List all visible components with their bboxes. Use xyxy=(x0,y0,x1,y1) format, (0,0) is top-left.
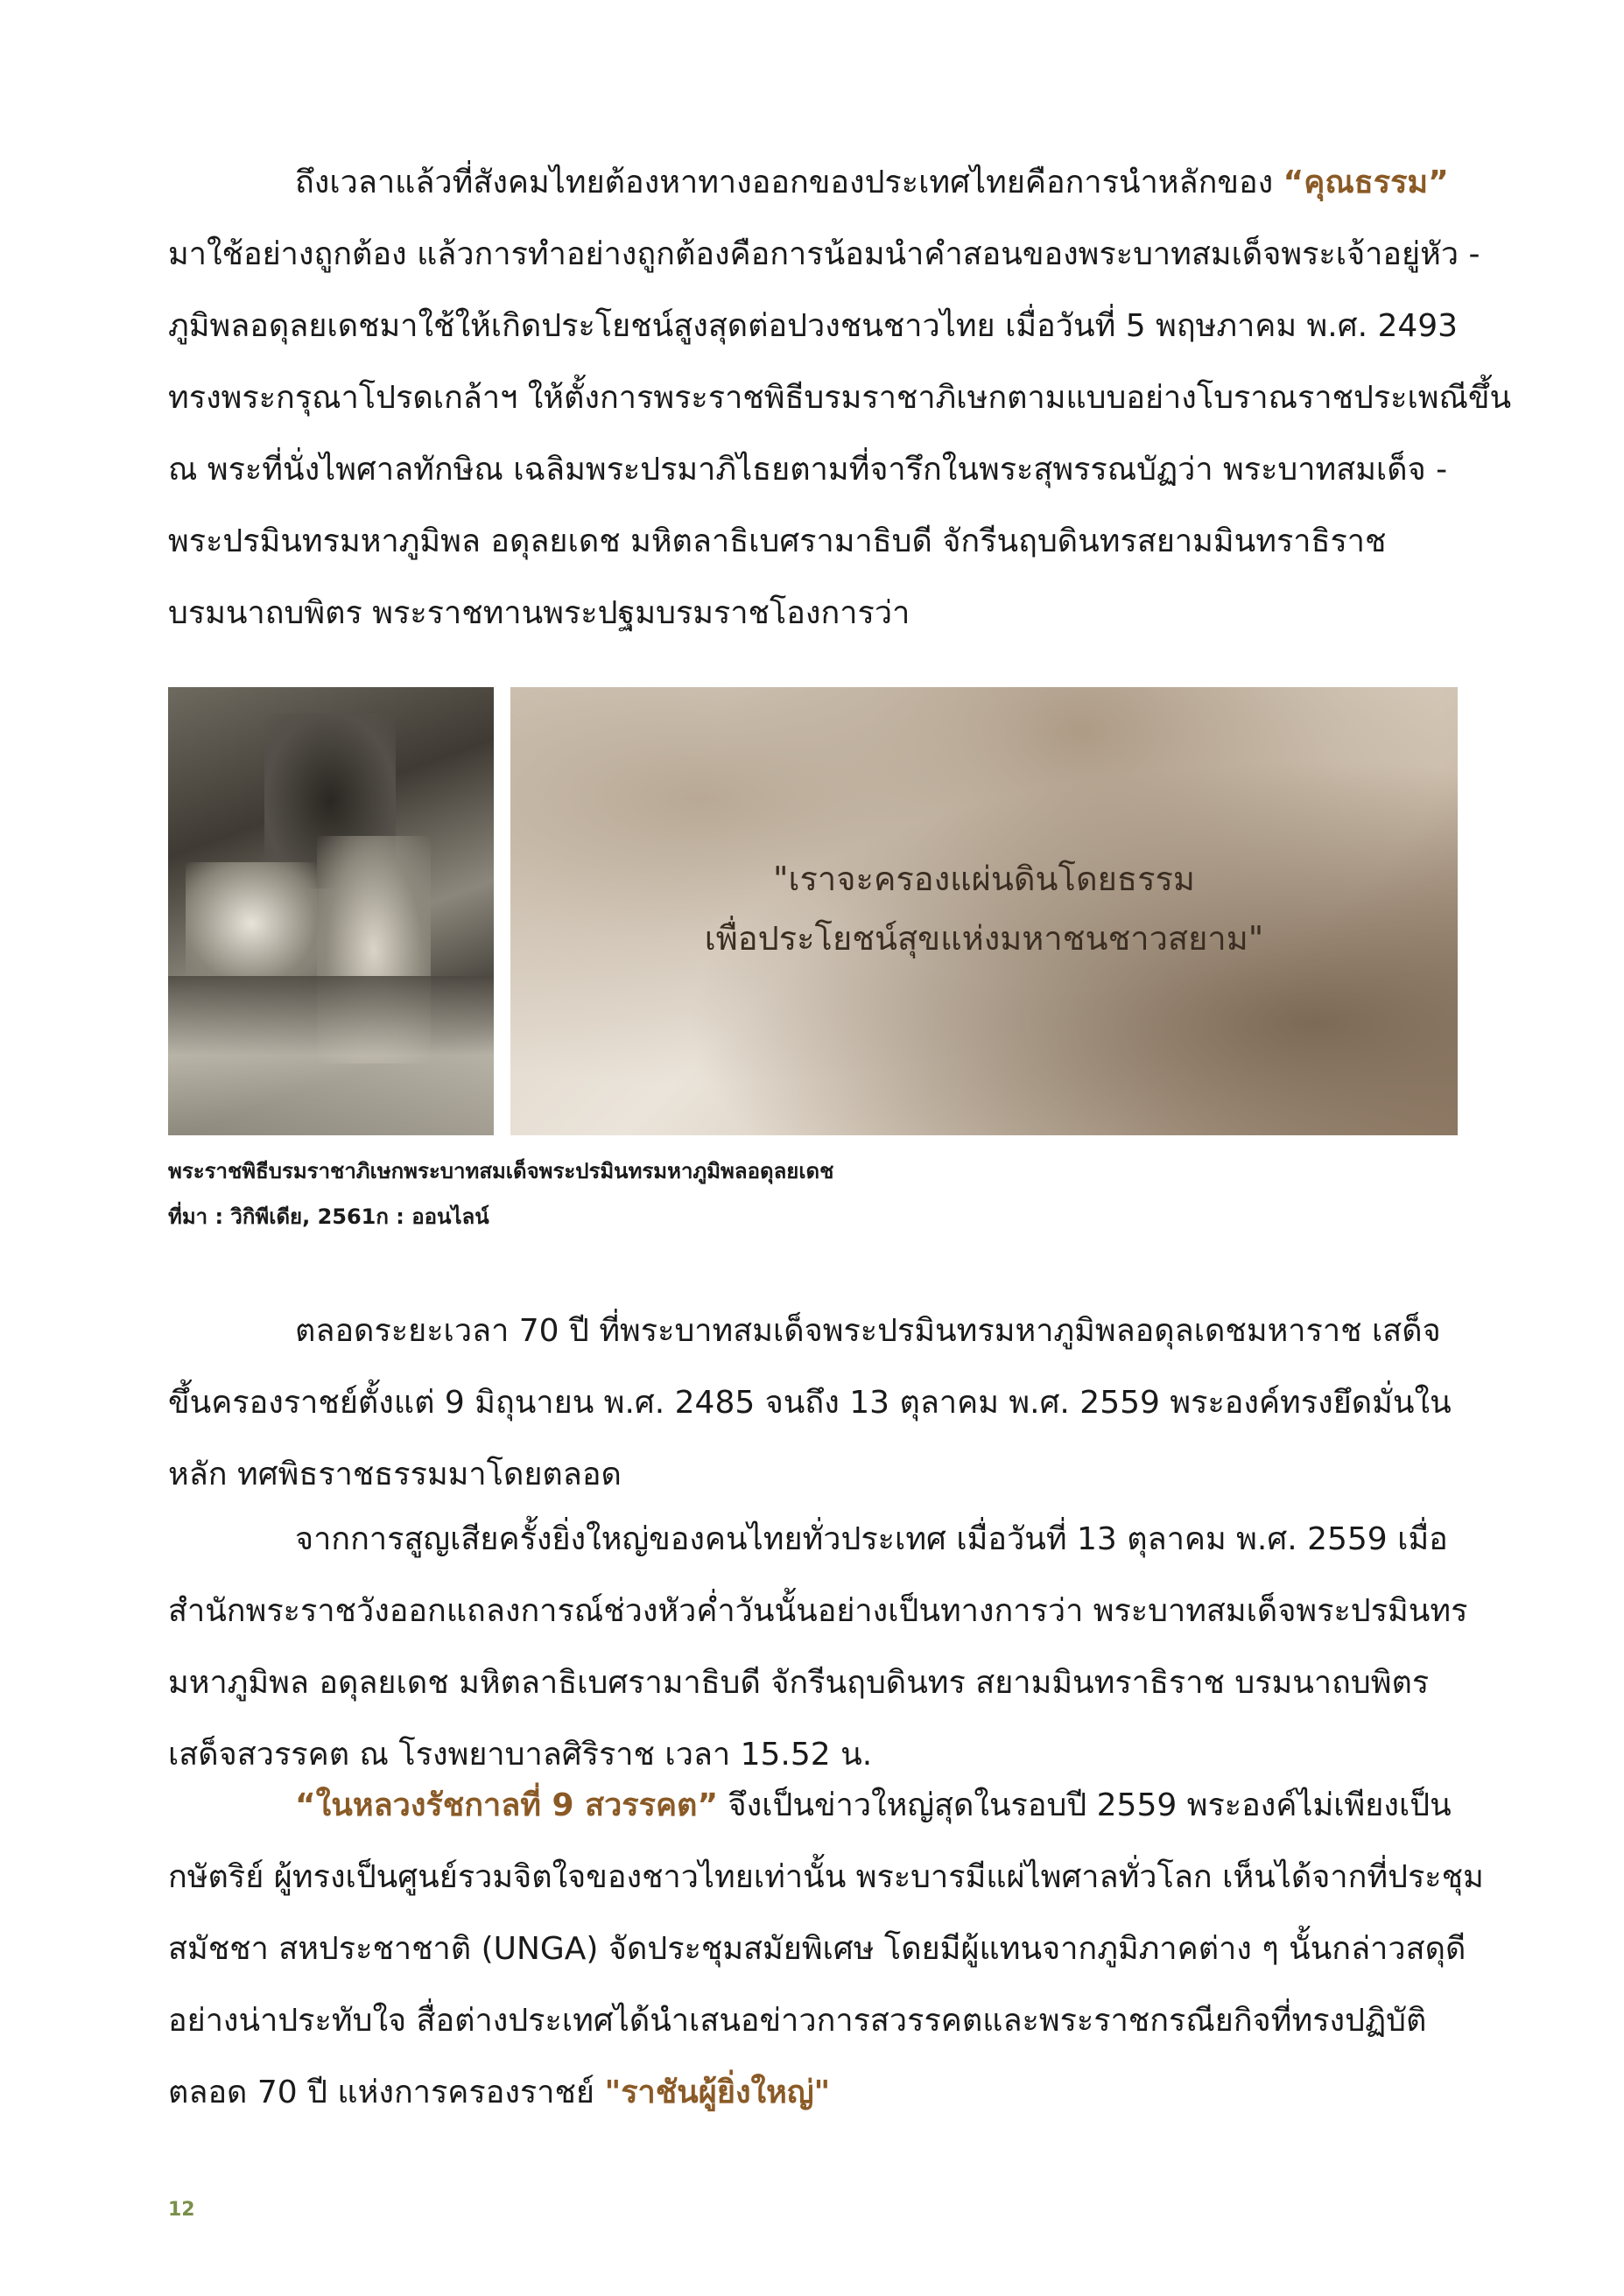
paragraph-4-line-3: สมัชชา สหประชาชาติ (UNGA) จัดประชุมสมัยพิเศษ โดยมีผู้แทนจากภูมิภาคต่าง ๆ นั้นกล่าวสดุดี xyxy=(168,1931,1466,1967)
paragraph-1-line-4: ทรงพระกรุณาโปรดเกล้าฯ ให้ตั้งการพระราชพิธีบรมราชาภิเษกตามแบบอย่างโบราณราชประเพณีขึ้น xyxy=(168,380,1512,416)
quote-line-2: เพื่อประโยชน์สุขแห่งมหาชนชาวสยาม" xyxy=(704,919,1264,958)
page-number: 12 xyxy=(168,2199,195,2221)
paragraph-1-line-2: มาใช้อย่างถูกต้อง แล้วการทำอย่างถูกต้องคือการน้อมนำคำสอนของพระบาทสมเด็จพระเจ้าอยู่หัว - xyxy=(168,236,1480,272)
paragraph-1 xyxy=(168,147,1512,649)
figure-caption: พระราชพิธีบรมราชาภิเษกพระบาทสมเด็จพระปรมินทรมหาภูมิพลอดุลยเดช xyxy=(168,1159,834,1183)
coronation-photo xyxy=(168,687,494,1135)
paragraph-4-line-2: กษัตริย์ ผู้ทรงเป็นศูนย์รวมจิตใจของชาวไทยเท่านั้น พระบารมีแผ่ไพศาลทั่วโลก เห็นได้จากที่ประชุม xyxy=(168,1859,1484,1895)
paragraph-4-line-1: “ในหลวงรัชกาลที่ 9 สวรรคต” จึงเป็นข่าวใหญ่สุดในรอบปี 2559 พระองค์ไม่เพียงเป็น xyxy=(295,1787,1452,1823)
photo-attendants xyxy=(186,862,317,985)
figure-source: ที่มา : วิกิพีเดีย, 2561ก : ออนไลน์ xyxy=(168,1204,489,1229)
paragraph-4-line-5: ตลอด 70 ปี แห่งการครองราชย์ "ราชันผู้ยิ่งใหญ่" xyxy=(168,2075,831,2110)
paragraph-1-line-3: ภูมิพลอดุลยเดชมาใช้ให้เกิดประโยชน์สูงสุดต่อปวงชนชาวไทย เมื่อวันที่ 5 พฤษภาคม พ.ศ. 2493 xyxy=(168,308,1459,344)
paragraph-3-line-3: มหาภูมิพล อดุลยเดช มหิตลาธิเบศรามาธิบดี จักรีนฤบดินทร สยามมินทราธิราช บรมนาถบพิตร xyxy=(168,1665,1430,1701)
royal-quote-panel xyxy=(510,687,1458,1135)
photo-foreground xyxy=(168,976,494,1135)
paragraph-3-line-4: เสด็จสวรรคต ณ โรงพยาบาลศิริราช เวลา 15.52 น. xyxy=(168,1737,873,1773)
paragraph-4-line-4: อย่างน่าประทับใจ สื่อต่างประเทศได้นำเสนอข่าวการสวรรคตและพระราชกรณียกิจที่ทรงปฏิบัติ xyxy=(168,2003,1427,2039)
quote-line-1: "เราจะครองแผ่นดินโดยธรรม xyxy=(773,860,1195,898)
paragraph-2-line-2: ขึ้นครองราชย์ตั้งแต่ 9 มิถุนายน พ.ศ. 2485 จนถึง 13 ตุลาคม พ.ศ. 2559 พระองค์ทรงยึดมั่นใน xyxy=(168,1385,1452,1421)
highlight-virtue: “คุณธรรม” xyxy=(1283,165,1449,200)
paragraph-1-line-6: พระปรมินทรมหาภูมิพล อดุลยเดช มหิตลาธิเบศรามาธิบดี จักรีนฤบดินทรสยามมินทราธิราช xyxy=(168,523,1387,559)
highlight-great-king: "ราชันผู้ยิ่งใหญ่" xyxy=(604,2075,831,2110)
paragraph-3 xyxy=(168,1504,1468,1791)
paragraph-4 xyxy=(168,1770,1484,2129)
highlight-passing: “ในหลวงรัชกาลที่ 9 สวรรคต” xyxy=(295,1787,719,1823)
paragraph-2-line-1: ตลอดระยะเวลา 70 ปี ที่พระบาทสมเด็จพระปรมินทรมหาภูมิพลอดุลเดชมหาราช เสด็จ xyxy=(295,1313,1441,1349)
paragraph-1-line-7: บรมนาถบพิตร พระราชทานพระปฐมบรมราชโองการว่า xyxy=(168,595,910,631)
paragraph-3-line-2: สำนักพระราชวังออกแถลงการณ์ช่วงหัวค่ำวันนั้นอย่างเป็นทางการว่า พระบาทสมเด็จพระปรมินทร xyxy=(168,1593,1468,1629)
paragraph-1-line-5: ณ พระที่นั่งไพศาลทักษิณ เฉลิมพระปรมาภิไธยตามที่จารึกในพระสุพรรณบัฏว่า พระบาทสมเด็จ - xyxy=(168,452,1448,488)
paragraph-1-line-1: ถึงเวลาแล้วที่สังคมไทยต้องหาทางออกของประเทศไทยคือการนำหลักของ “คุณธรรม” xyxy=(295,165,1449,200)
paragraph-3-line-1: จากการสูญเสียครั้งยิ่งใหญ่ของคนไทยทั่วประเทศ เมื่อวันที่ 13 ตุลาคม พ.ศ. 2559 เมื่อ xyxy=(295,1521,1448,1557)
paragraph-2-line-3: หลัก ทศพิธราชธรรมมาโดยตลอด xyxy=(168,1457,622,1492)
paragraph-2 xyxy=(168,1295,1455,1511)
